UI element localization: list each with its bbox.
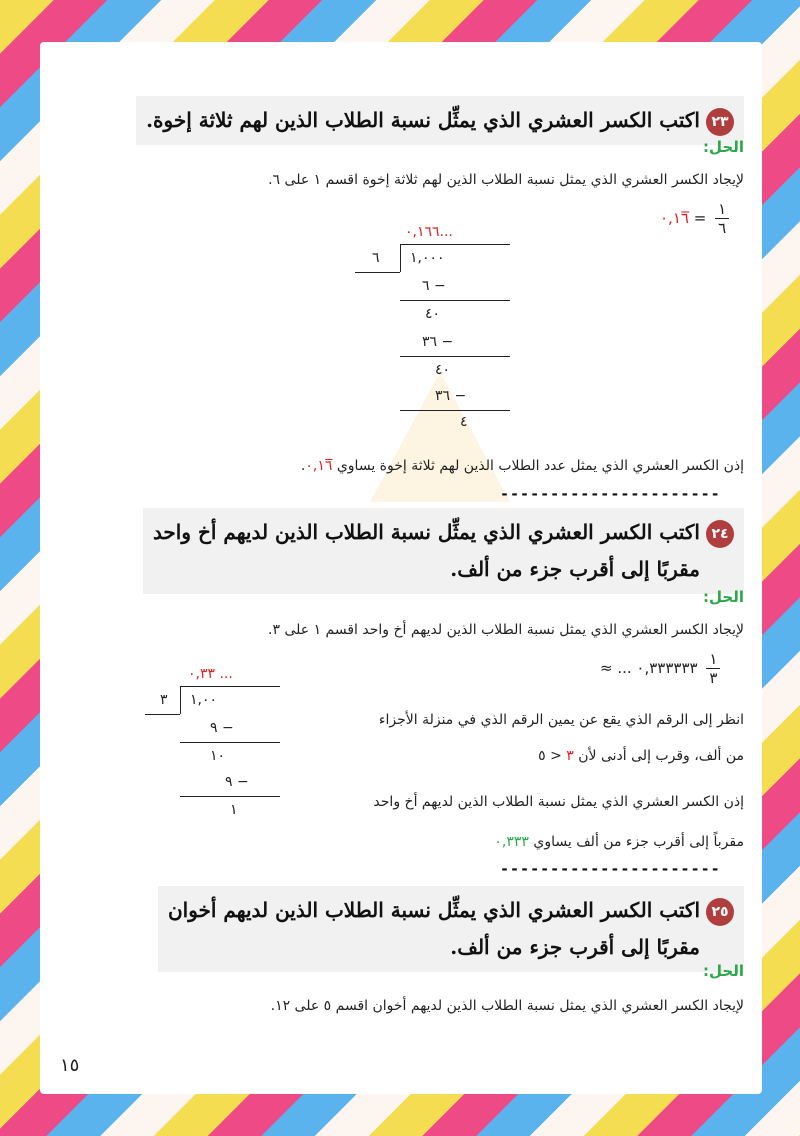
divisor-underline xyxy=(355,272,400,273)
line-text: من ألف، وقرب إلى أدنى لأن xyxy=(573,748,744,764)
question-24 xyxy=(143,508,744,594)
step: ١٠ xyxy=(210,748,226,764)
solution-label: الحل: xyxy=(703,588,744,606)
question-text-line2: مقربًا إلى أقرب جزء من ألف. xyxy=(450,935,700,959)
quotient: ٠,٣٣ ... xyxy=(188,666,233,682)
question-text: اكتب الكسر العشري الذي يمثِّل نسبة الطلاب الذين لهم ثلاثة إخوة. xyxy=(146,108,700,132)
fraction-approx xyxy=(600,650,720,687)
long-division-24 xyxy=(140,666,290,826)
denominator: ٣ xyxy=(709,669,718,687)
division-bar xyxy=(180,686,280,687)
solution-line: لإيجاد الكسر العشري الذي يمثل نسبة الطلاب الذين لديهم أخوان اقسم ٥ على ١٢. xyxy=(270,998,744,1014)
fraction-result: ٠,١٦̅ xyxy=(660,209,689,227)
division-bracket xyxy=(400,244,401,272)
question-text: اكتب الكسر العشري الذي يمثِّل نسبة الطلاب الذين لديهم أخوان xyxy=(167,898,700,922)
page-number: ١٥ xyxy=(60,1055,80,1076)
solution-line: انظر إلى الرقم الذي يقع عن يمين الرقم الذي في منزلة الأجزاء xyxy=(378,712,744,728)
conclusion-value: ٠,١٦̅ xyxy=(305,458,333,474)
step: ٦ − xyxy=(422,278,446,294)
step-line xyxy=(180,796,280,797)
line-value: ٣ xyxy=(566,748,574,764)
remainder: ١ xyxy=(230,802,238,818)
step: ٣٦ − xyxy=(422,334,454,350)
long-division-23 xyxy=(350,224,520,434)
step: ٤٠ xyxy=(435,362,451,378)
division-bracket xyxy=(180,686,181,714)
fraction xyxy=(715,200,729,237)
question-number-badge: ٢٣ xyxy=(706,108,734,136)
dividend: ١,٠٠٠ xyxy=(410,250,445,266)
question-23 xyxy=(136,96,744,145)
solution-line: إذن الكسر العشري الذي يمثل نسبة الطلاب الذين لديهم أخ واحد xyxy=(373,794,744,810)
denominator: ٦ xyxy=(718,219,727,237)
line-text: مقرباً إلى أقرب جزء من ألف يساوي xyxy=(528,834,744,850)
divisor: ٣ xyxy=(160,692,168,708)
question-text-line2: مقربًا إلى أقرب جزء من ألف. xyxy=(450,557,700,581)
quotient: ٠,١٦٦... xyxy=(405,224,453,240)
page xyxy=(40,42,762,1094)
solution-line: لإيجاد الكسر العشري الذي يمثل نسبة الطلاب الذين لهم ثلاثة إخوة اقسم ١ على ٦. xyxy=(268,172,744,188)
step: ٩ − xyxy=(210,720,234,736)
solution-line xyxy=(494,834,744,850)
divisor-underline xyxy=(145,714,180,715)
question-number-badge: ٢٥ xyxy=(706,898,734,926)
solution-label: الحل: xyxy=(703,962,744,980)
step-line xyxy=(400,356,510,357)
conclusion-line xyxy=(301,458,744,474)
step-line xyxy=(400,410,510,411)
fraction-equation xyxy=(660,200,729,237)
divisor: ٦ xyxy=(372,250,380,266)
step: ٣٦ − xyxy=(435,388,467,404)
equals-sign: = xyxy=(693,209,707,227)
solution-line xyxy=(538,748,744,764)
dividend: ١,٠٠ xyxy=(190,692,218,708)
fraction xyxy=(706,650,720,687)
remainder: ٤ xyxy=(460,414,468,430)
numerator: ١ xyxy=(706,650,720,669)
question-text: اكتب الكسر العشري الذي يمثِّل نسبة الطلاب الذين لديهم أخ واحد xyxy=(152,520,700,544)
step-line xyxy=(400,300,510,301)
separator: ---------------------- xyxy=(500,860,721,878)
separator: ---------------------- xyxy=(500,485,721,503)
line-value: ٠,٣٣٣ xyxy=(494,834,529,850)
step-line xyxy=(180,742,280,743)
question-25 xyxy=(158,886,744,972)
line-end: < ٥ xyxy=(538,748,567,764)
conclusion-text: إذن الكسر العشري الذي يمثل عدد الطلاب الذين لهم ثلاثة إخوة يساوي xyxy=(332,458,744,474)
step: ٤٠ xyxy=(425,306,441,322)
question-number-badge: ٢٤ xyxy=(706,520,734,548)
numerator: ١ xyxy=(715,200,729,219)
solution-line: لإيجاد الكسر العشري الذي يمثل نسبة الطلاب الذين لديهم أخ واحد اقسم ١ على ٣. xyxy=(268,622,744,638)
solution-label: الحل: xyxy=(703,138,744,156)
division-bar xyxy=(400,244,510,245)
step: ٩ − xyxy=(225,774,249,790)
conclusion-end: . xyxy=(300,458,306,474)
approx-value: ≈ ... ٠,٣٣٣٣٣٣ xyxy=(600,659,698,677)
